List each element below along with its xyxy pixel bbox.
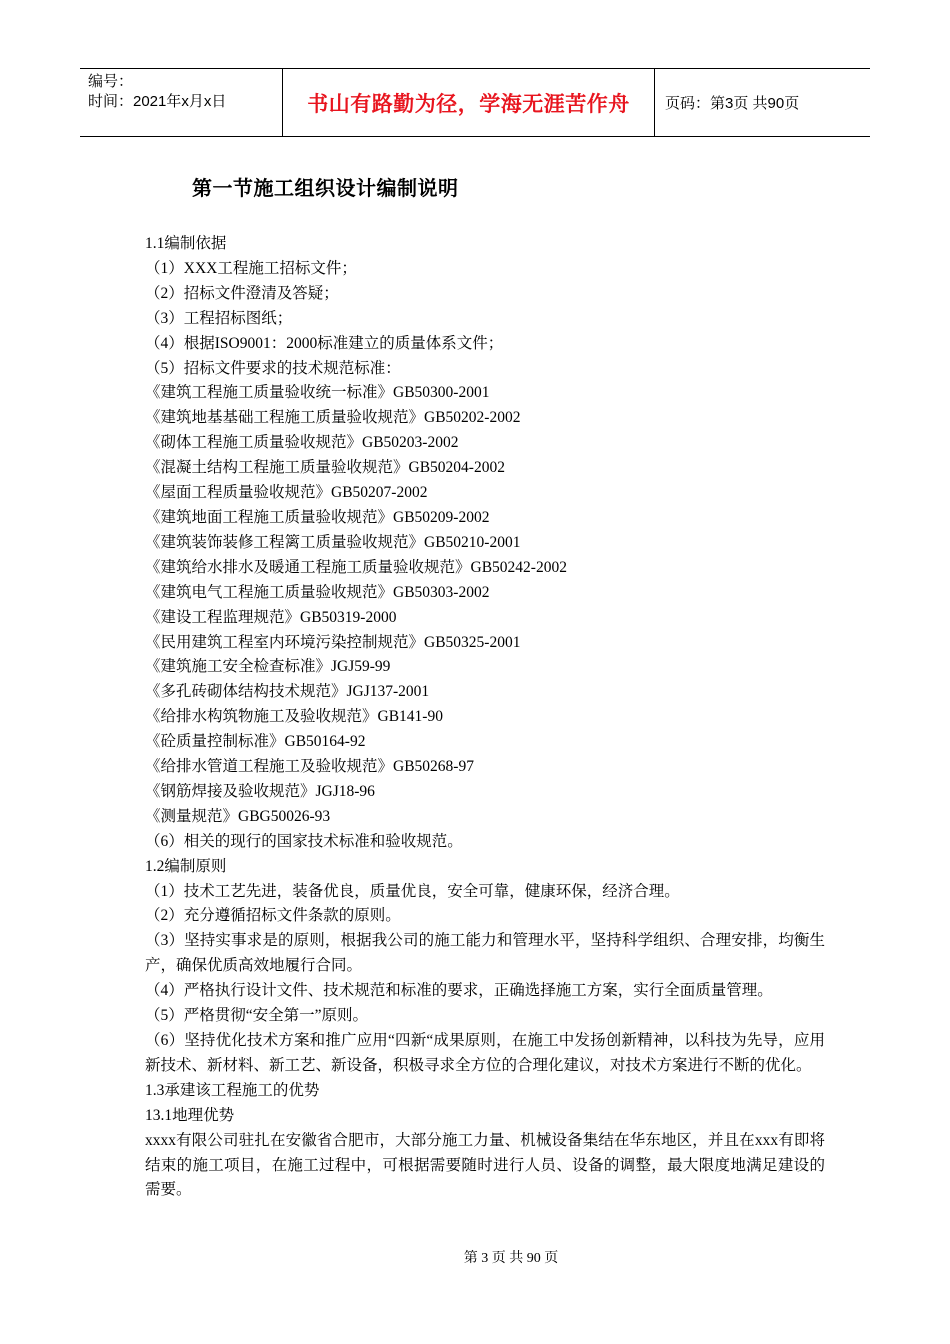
standard-item: 《建筑地面工程施工质量验收规范》GB50209-2002 (145, 508, 490, 526)
text-line: （5）招标文件要求的技术规范标准： (145, 359, 401, 377)
standard-item: 《建筑工程施工质量验收统一标准》GB50300-2001 (145, 384, 490, 402)
paragraph: （6）坚持优化技术方案和推广应用“四新“成果原则，在施工中发扬创新精神，以科技为先导，应用新技术、新材料、新工艺、新设备，积极寻求全方位的合理化建议，对技术方案进行不断的优化。 (145, 1032, 825, 1074)
subsection-heading: 13.1地理优势 (145, 1106, 235, 1124)
standard-item: 《建筑电气工程施工质量验收规范》GB50303-2002 (145, 583, 490, 601)
text-line: （2）充分遵循招标文件条款的原则。 (145, 907, 401, 925)
document-time-label: 时间：2021年x月x日 (88, 93, 227, 110)
header-motto: 书山有路勤为径，学海无涯苦作舟 (282, 69, 655, 136)
standard-item: 《混凝土结构工程施工质量验收规范》GB50204-2002 (145, 459, 505, 477)
standard-item: 《砼质量控制标准》GB50164-92 (145, 733, 366, 751)
paragraph: （3）坚持实事求是的原则，根据我公司的施工能力和管理水平，坚持科学组织、合理安排，均衡生产，确保优质高效地履行合同。 (145, 932, 825, 975)
standard-item: 《建筑地基基础工程施工质量验收规范》GB50202-2002 (145, 409, 521, 427)
standard-item: 《钢筋焊接及验收规范》JGJ18-96 (145, 782, 375, 800)
subsection-heading: 1.2编制原则 (145, 857, 227, 875)
standard-item: 《给排水管道工程施工及验收规范》GB50268-97 (145, 758, 474, 776)
document-body (145, 232, 825, 1203)
standard-item: 《建筑给水排水及暖通工程施工质量验收规范》GB50242-2002 (145, 558, 567, 576)
header-meta (80, 69, 282, 136)
standard-item: 《多孔砖砌体结构技术规范》JGJ137-2001 (145, 683, 430, 701)
text-line: （6）相关的现行的国家技术标准和验收规范。 (145, 832, 463, 850)
text-line: （4）根据ISO9001：2000标准建立的质量体系文件； (145, 334, 504, 352)
header-page-info: 页码：第3页 共90页 (665, 95, 800, 112)
text-line: 1.1编制依据 (145, 235, 227, 252)
page-header (80, 68, 870, 137)
standard-item: 《给排水构筑物施工及验收规范》GB141-90 (145, 708, 443, 726)
paragraph: xxxx有限公司驻扎在安徽省合肥市，大部分施工力量、机械设备集结在华东地区，并且在xxx有即将结束的施工项目，在施工过程中，可根据需要随时进行人员、设备的调整，最大限度地满足建设的需要。 (145, 1131, 825, 1199)
standard-item: 《建设工程监理规范》GB50319-2000 (145, 608, 397, 626)
standard-item: 《建筑装饰装修工程篱工质量验收规范》GB50210-2001 (145, 533, 521, 551)
text-line: （1）XXX工程施工招标文件； (145, 259, 357, 277)
standard-item: 《屋面工程质量验收规范》GB50207-2002 (145, 484, 428, 502)
text-line: （5）严格贯彻“安全第一”原则。 (145, 1007, 369, 1025)
text-line: （1）技术工艺先进，装备优良，质量优良，安全可靠，健康环保，经济合理。 (145, 882, 680, 900)
standard-item: 《民用建筑工程室内环境污染控制规范》GB50325-2001 (145, 633, 521, 651)
document-number-label: 编号： (88, 73, 134, 90)
section-title: 第一节施工组织设计编制说明 (192, 178, 459, 200)
text-line: （3）工程招标图纸； (145, 309, 293, 327)
standard-item: 《测量规范》GBG50026-93 (145, 807, 331, 825)
standard-item: 《砌体工程施工质量验收规范》GB50203-2002 (145, 434, 459, 452)
text-line: （4）严格执行设计文件、技术规范和标准的要求，正确选择施工方案，实行全面质量管理。 (145, 982, 773, 1000)
text-line: （2）招标文件澄清及答疑； (145, 284, 339, 302)
subsection-heading: 1.3承建该工程施工的优势 (145, 1081, 320, 1099)
standard-item: 《建筑施工安全检查标准》JGJ59-99 (145, 658, 391, 676)
page-footer: 第 3 页 共 90 页 (463, 1251, 559, 1266)
